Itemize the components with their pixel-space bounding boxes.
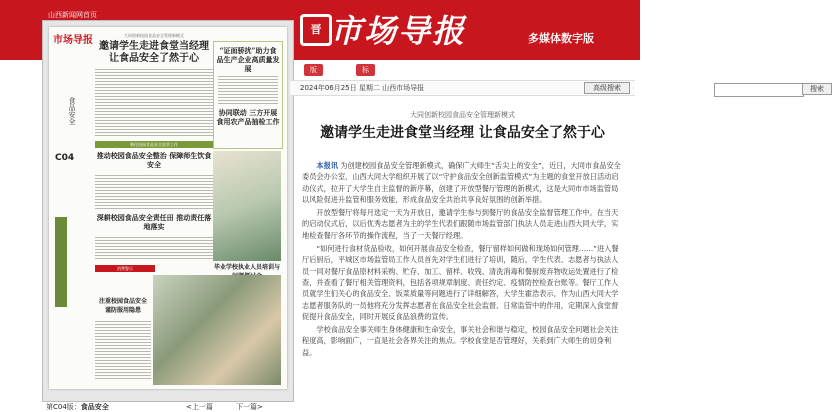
newspaper-page-thumbnail[interactable] <box>49 27 287 389</box>
sub-headline-3[interactable]: 注重校园食品安全 谨防服用隐患 <box>98 298 147 314</box>
next-article-link[interactable]: 下一篇> <box>236 403 263 411</box>
advanced-search-button[interactable]: 高级搜索 <box>584 82 630 94</box>
side-article-title: “证面骄扰”助力食品生产企业高质量发展 <box>216 46 280 73</box>
article-kicker: 大同创新校园食品安全管理新模式 <box>410 111 515 119</box>
search-input[interactable] <box>714 83 804 97</box>
article-photo-1[interactable] <box>213 151 281 261</box>
search-button[interactable]: 搜索 <box>802 83 832 95</box>
page-preview-panel <box>42 20 294 402</box>
side-article-sub: 协同联动 三方开展食用农产品抽检工作 <box>216 108 280 126</box>
sub-headline-4[interactable]: 毕业学校执业人员培训与 <box>213 264 280 271</box>
article-paragraph: 学校食品安全事关师生身体健康和生命安全，事关社会和谐与稳定，校园食品安全问题社会关注程度高，影响面广，一直是社会各界关注的焦点。学校食堂是否管理好，关系到广大师生的切身利益。 <box>302 325 619 357</box>
section-band: 朝化校园食品安全监管工作 <box>95 141 213 148</box>
article-paragraph: “如何进行食材货品验收，如何开展食品安全检查，餐厅留样如何做和现场如何管理……”进入餐厅后厨后，平城区市场监管局工作人员首先对学生们进行了培训，随后，学生代表、志愿者与执法人员一同对餐厅食品原材料采购、贮存、加工、留样、收残、清洗消毒和餐厨废弃物收运处置进行了检查，并查看了餐厅相关管理资料，包括各项规章制度、责任约定、疫情防控检查台账等。餐厅工作人员就学生们关心的食品安全、饭菜质量等问题进行了详细解答，大学生霍浩表示，作为山西大同大学志愿者服务队的一员他将充分发挥志愿者在食品安全社会监督、日常监管中的作用，定期深入食堂督促提升食品安全，同时开展反食品浪费的宣传。 <box>302 244 619 321</box>
page-nav <box>42 401 292 412</box>
article-photo-2[interactable] <box>153 275 281 385</box>
sub-text-2 <box>95 235 213 261</box>
paper-headline[interactable]: 邀请学生走进食堂当经理 让食品安全了然于心 <box>99 41 209 64</box>
paper-masthead: 市场导报 <box>53 35 93 46</box>
tab-layout-nav[interactable]: 版 航 <box>304 64 323 76</box>
logo-badge: 晋 <box>300 14 332 46</box>
article-text-area[interactable] <box>95 67 213 137</box>
side-article-box[interactable] <box>213 41 283 149</box>
warning-band: 消费警示 <box>95 265 155 272</box>
page-label <box>46 402 109 412</box>
tab-title-nav[interactable]: 标 航 <box>356 64 375 76</box>
paper-kicker: 大同创新校园食品安全管理新模式 <box>124 33 184 38</box>
side-text <box>218 74 278 104</box>
sub-text-1 <box>95 173 213 209</box>
article-paragraph <box>302 160 622 205</box>
sub-headline-1[interactable]: 推动校园食品安全整治 保障师生饮食安全 <box>96 151 212 169</box>
article-paragraph: 开放型餐厅将每月选定一天为开放日，邀请学生参与到餐厅的食品安全监督管理工作中。在当天的启动仪式后，以后优秀志愿者为主的学生代表们跟随市场监管部门执法人员走进山西大同大学，实地检查餐厅各环节的操作流程，当了一天餐厅经理。 <box>302 208 619 240</box>
article-paragraph-1-text: 为创建校园食品安全管理新模式，确保广大师生“舌尖上的安全”，近日，大同市食品安全委员会办公室、山西大同大学组织开展了以“守护食品安全创新监管模式”为主题的食堂开放日活动启动仪式，拉开了大学生自主监督的新序幕，创建了开放型餐厅管理的新模式，这是大同市市场监管局以风险促进升监管和服务效能，形成食品安全共治共享良好氛围的创新举措。 <box>302 161 621 204</box>
article-source: 本报讯 <box>316 161 338 170</box>
article-body <box>302 160 622 360</box>
paper-page-number: C04 <box>55 153 75 163</box>
edition-label: 多媒体数字版 <box>528 32 594 45</box>
home-link[interactable]: 山西新闻网首页 <box>42 10 103 21</box>
page-label-text: 第C04版： <box>46 403 81 411</box>
issue-date: 2024年06月25日 星期二 山西市场导报 <box>300 84 425 92</box>
decorative-strip <box>55 217 67 307</box>
article-title: 邀请学生走进食堂当经理 让食品安全了然于心 <box>320 125 605 141</box>
paper-section-label: 食品安全 <box>68 97 76 125</box>
prev-article-link[interactable]: <上一篇 <box>186 403 213 411</box>
sub-text-3 <box>95 319 151 379</box>
site-logo[interactable]: 市场导报 <box>330 12 467 50</box>
page-name: 食品安全 <box>80 403 109 411</box>
sub-headline-2[interactable]: 深耕校园食品安全责任田 推动责任落地落实 <box>96 213 212 231</box>
